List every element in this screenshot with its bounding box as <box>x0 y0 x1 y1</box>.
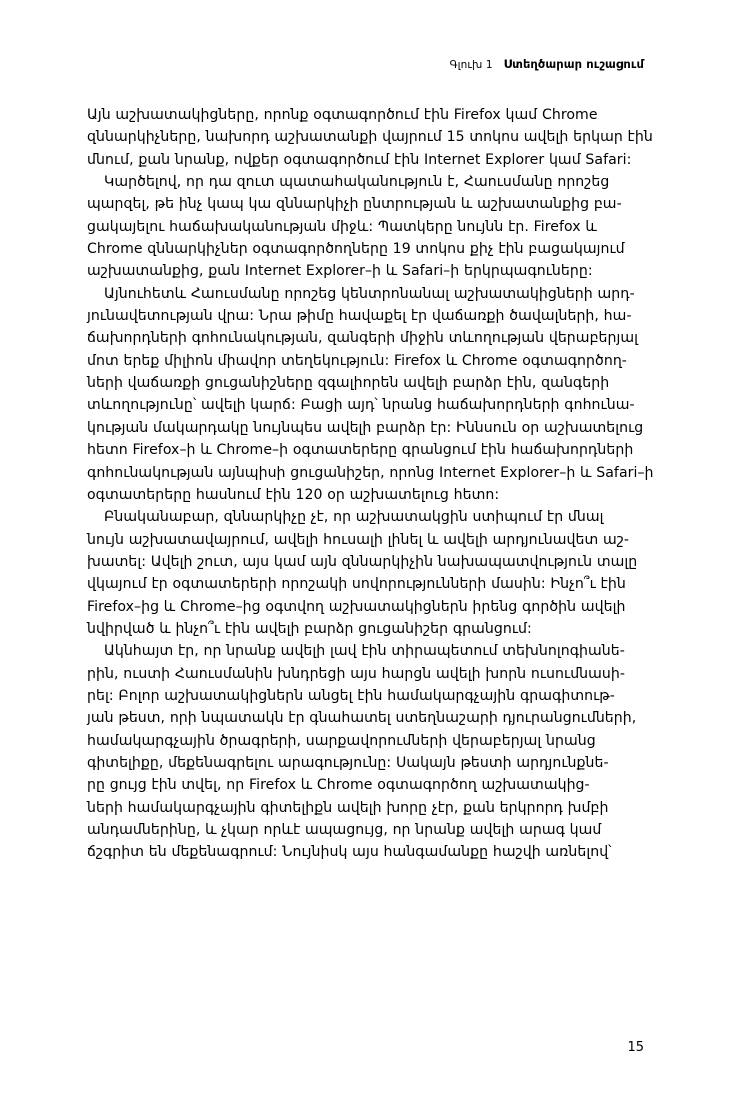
text-line: խատել: Ավելի շուտ, այս կամ այն զննարկիչին նախապատվություն տալը <box>87 553 638 570</box>
text-line: վկայում էր օգտատերերի որոշակի սովորությունների մասին: Ինչո՞ւ էին <box>87 576 626 593</box>
text-line: Firefox–ից և Chrome–ից օգտվող աշխատակիցներն իրենց գործին ավելի <box>87 598 626 615</box>
text-line: մոտ երեք միլիոն միավոր տեղեկություն: Firefox և Chrome օգտագործող- <box>87 352 627 369</box>
text-line: յան թեստ, որի նպատակն էր գնահատել ստեղնաշարի դյուրանցումների, <box>87 710 637 727</box>
text-line: Այն աշխատակիցները, որոնք օգտագործում էին Firefox կամ Chrome <box>87 107 598 123</box>
paragraph <box>87 283 654 506</box>
chapter-title: Ստեղծարար ուշացում <box>503 57 644 71</box>
text-line: Բնականաբար, զննարկիչը չէ, որ աշխատակցին ստիպում էր մնալ <box>104 509 604 526</box>
text-line: գոհունակության այնպիսի ցուցանիշեր, որոնց Internet Explorer–ի և Safari–ի <box>87 464 654 481</box>
paragraph <box>87 104 653 171</box>
text-line: յունավետության վրա: Նրա թիմը հավաքել էր վաճառքի ծավալների, հա- <box>87 308 632 325</box>
text-line: նույն աշխատավայրում, ավելի հուսալի լինել և ավելի արդյունավետ աշ- <box>87 531 630 548</box>
text-line: համակարգչային ծրագրերի, սարքավորումների վերաբերյալ նրանց <box>87 732 596 749</box>
text-line: պարզել, թե ինչ կապ կա զննարկիչի ընտրության և աշխատանքից բա- <box>87 196 622 213</box>
text-line: զննարկիչները, նախորդ աշխատանքի վայրում 15 տոկոս ավելի երկար էին <box>87 129 653 146</box>
text-line: ճախորդների գոհունակության, զանգերի միջին տևողության վերաբերյալ <box>87 330 639 347</box>
text-line: տևողությունը՝ ավելի կարճ: Բացի այդ՝ նրանց հաճախորդների գոհունա- <box>87 397 635 414</box>
text-line: րը ցույց էին տվել, որ Firefox և Chrome օգտագործող աշխատակից- <box>87 777 590 794</box>
text-line: ճշգրիտ են մեքենագրում: Նույնիսկ այս հանգամանքը հաշվի առնելով՝ <box>87 844 612 861</box>
body-text <box>87 104 654 864</box>
running-header <box>85 58 644 72</box>
text-line: րին, ուստի Հաուսմանին խնդրեցի այս հարցն ավելի խորն ուսումնասի- <box>87 665 626 682</box>
text-line: հետո Firefox–ի և Chrome–ի օգտատերերը գրանցում էին հաճախորդների <box>87 442 634 459</box>
text-line: ցակայելու հաճախականության միջև: Պատկերը նույնն էր. Firefox և <box>87 218 597 235</box>
text-line: րել: Բոլոր աշխատակիցներն անցել էին համակարգչային գրագիտութ- <box>87 687 615 704</box>
page-number: 15 <box>627 1040 644 1055</box>
paragraph <box>87 506 643 640</box>
text-line: կության մակարդակը նույնպես ավելի բարձր էր: Իննսուն օր աշխատելուց <box>87 419 644 436</box>
text-line: գիտելիքը, մեքենագրելու արագությունը: Սակայն թեստի արդյունքնե- <box>87 754 609 771</box>
paragraph <box>87 171 643 283</box>
text-line: նվիրված և ինչո՞ւ էին ավելի բարձր ցուցանիշեր գրանցում: <box>87 620 532 637</box>
text-line: օգտատերերը հասնում էին 120 օր աշխատելուց հետո: <box>87 486 500 503</box>
text-line: ների համակարգչային գիտելիքն ավելի խորը չէր, քան երկրորդ խմբի <box>87 799 609 816</box>
text-line: Կարծելով, որ դա զուտ պատահականություն է, Հաուսմանը որոշեց <box>104 174 610 191</box>
text-line: անդամներինը, և չկար որևէ ապացույց, որ նրանք ավելի արագ կամ <box>87 822 602 838</box>
paragraph <box>87 640 643 863</box>
text-line: մնում, քան նրանք, ովքեր օգտագործում էին Internet Explorer կամ Safari: <box>87 151 632 168</box>
text-line: Chrome զննարկիչներ օգտագործողները 19 տոկոս քիչ էին բացակայում <box>87 241 625 258</box>
text-line: Ակնհայտ էր, որ նրանք ավելի լավ էին տիրապետում տեխնոլոգիանե- <box>104 643 625 660</box>
text-line: աշխատանքից, քան Internet Explorer–ի և Safari–ի երկրպագուները: <box>87 263 593 280</box>
text-line: ների վաճառքի ցուցանիշները զգալիորեն ավելի բարձր էին, զանգերի <box>87 375 610 392</box>
text-line: Այնուհետև Հաուսմանը որոշեց կենտրոնանալ աշխատակիցների արդ- <box>104 285 635 302</box>
chapter-label: Գլուխ 1 <box>449 59 493 71</box>
